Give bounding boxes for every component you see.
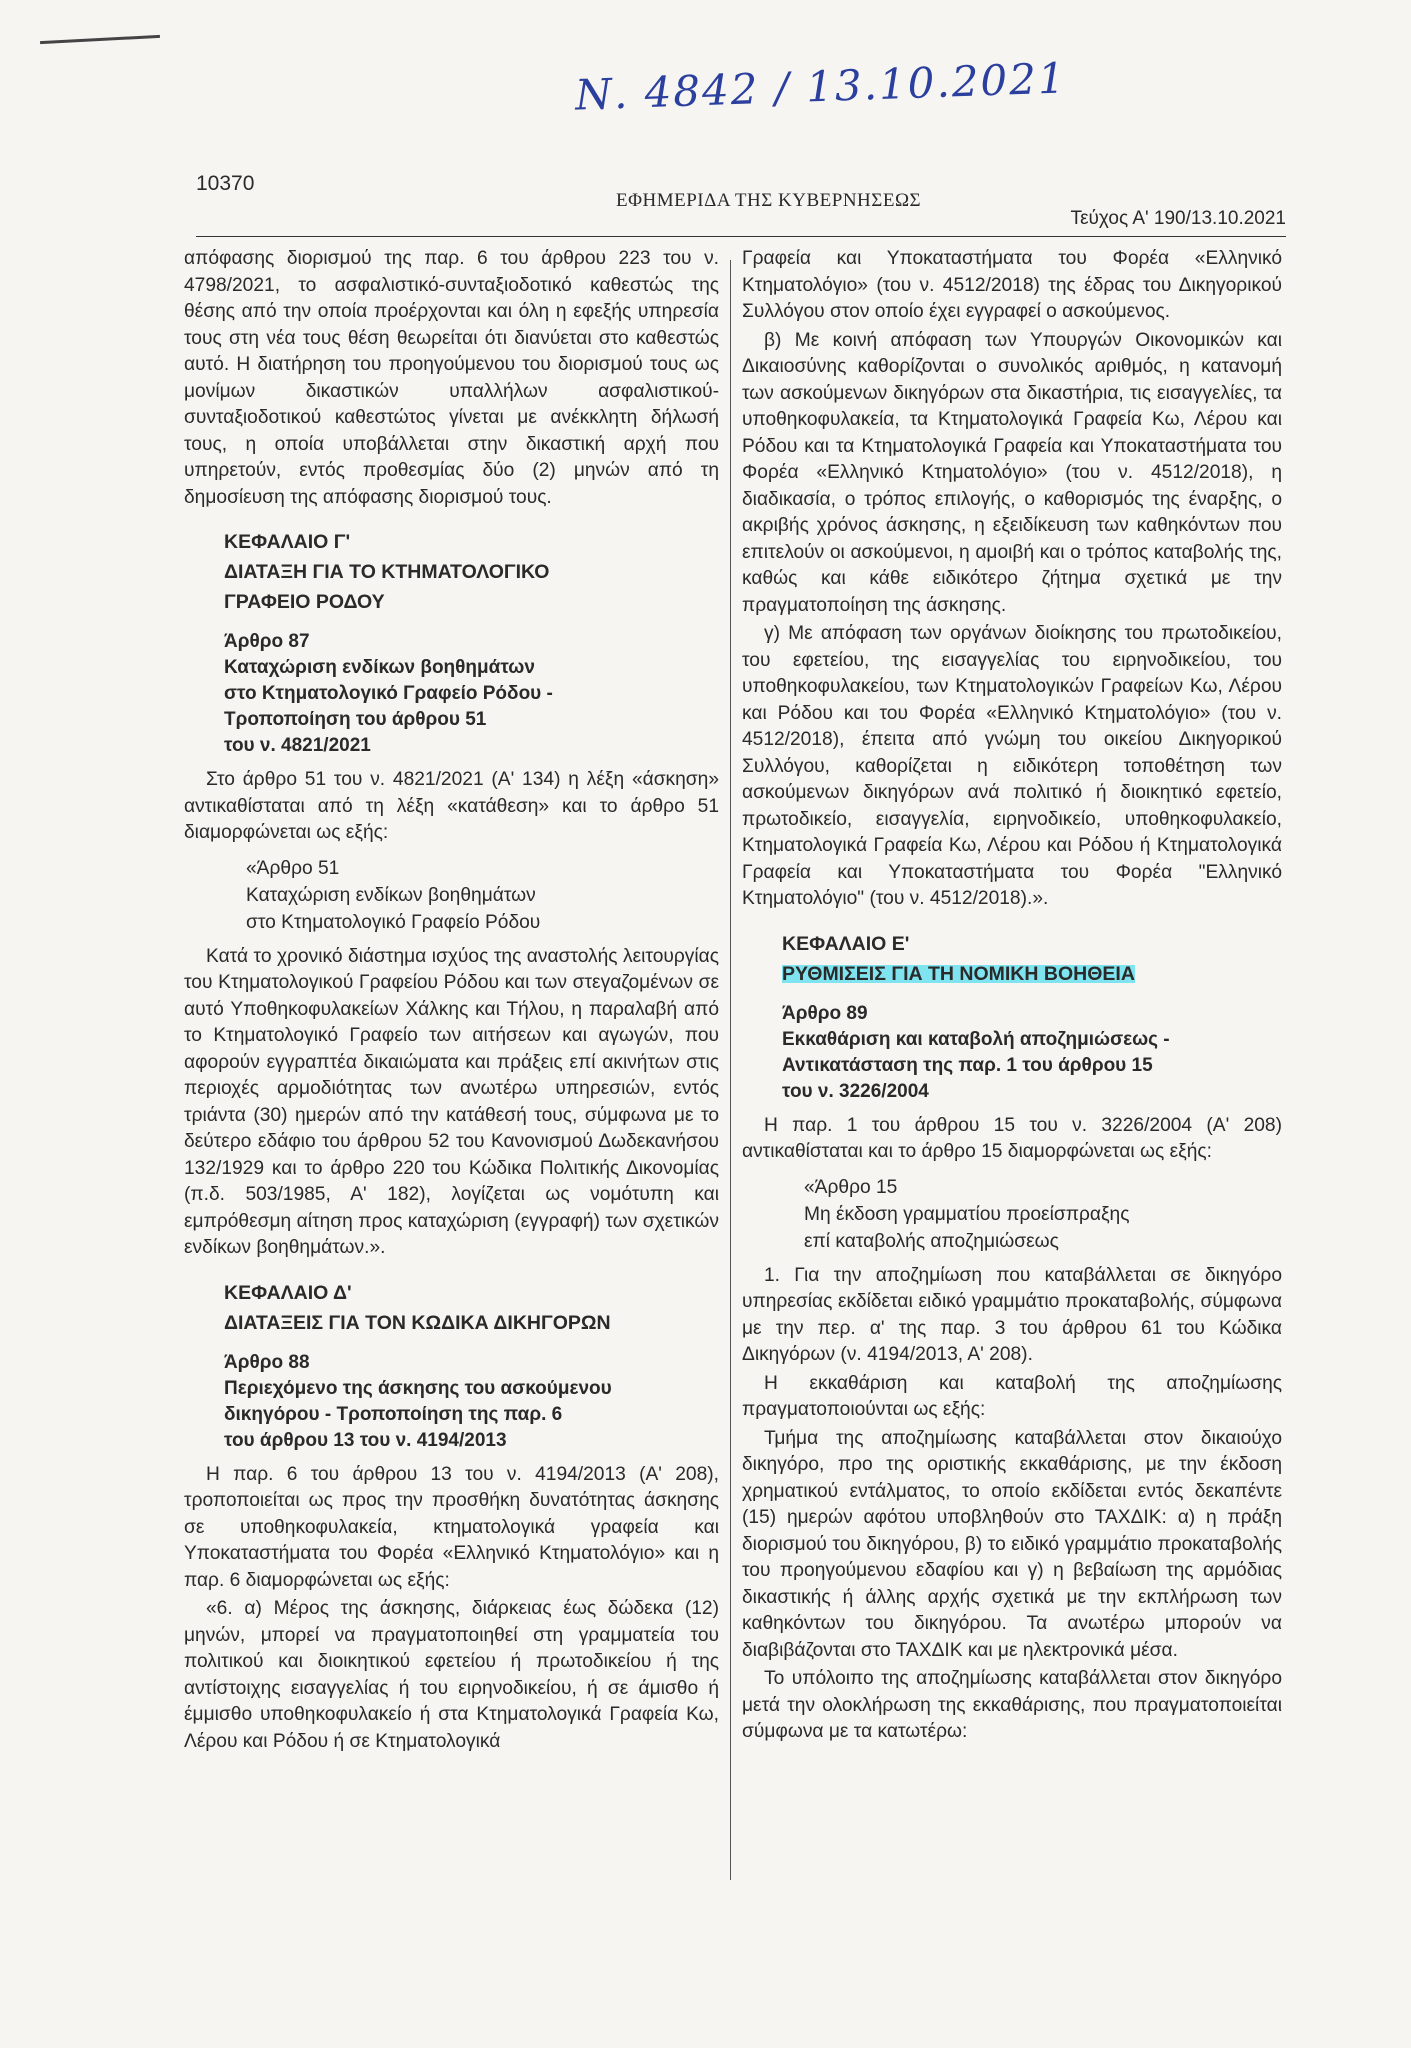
paragraph: Το υπόλοιπο της αποζημίωσης καταβάλλεται στον δικηγόρο μετά την ολοκλήρωση της εκκαθάρισης, που πραγματοποιείται σύμφωνα με τα κατωτέρω: xyxy=(742,1668,1282,1742)
left-column xyxy=(184,246,719,1757)
paragraph: Στο άρθρο 51 του ν. 4821/2021 (Α' 134) η λέξη «άσκηση» αντικαθίσταται από τη λέξη «κατάθεση» και το άρθρο 51 διαμορφώνεται ως εξής: xyxy=(184,769,719,843)
scan-mark xyxy=(40,35,160,44)
paragraph: «6. α) Μέρος της άσκησης, διάρκειας έως δώδεκα (12) μηνών, μπορεί να πραγματοποιηθεί στη γραμματεία του πολιτικού και διοικητικού εφετείου ή πρωτοδικείου ή της αντίστοιχης εισαγγελίας ή του ειρηνοδικείου, ή σε άμισθο ή έμμισθο υποθηκοφυλακείο ή στα Κτηματολογικά Γραφεία Κω, Λέρου και Ρόδου ή σε Κτηματολογικά xyxy=(184,1598,719,1752)
column-divider xyxy=(730,260,731,1880)
paragraph: Κατά το χρονικό διάστημα ισχύος της αναστολής λειτουργίας του Κτηματολογικού Γραφείου Ρόδου και των στεγαζομένων σε αυτό Υποθηκοφυλακείων Χάλκης και Τήλου, η παραλαβή από το Κτηματολογικό Γραφείο των αιτήσεων και αγωγών, που αφορούν εγγραπτέα δικαιώματα και πράξεις επί ακινήτων στις περιοχές αρμοδιότητας των ανωτέρω υπηρεσιών, εντός τριάντα (30) ημερών από την κατάθεσή τους, σύμφωνα με το δεύτερο εδάφιο του άρθρου 52 του Κανονισμού Δωδεκανήσου 132/1929 και το άρθρο 220 του Κώδικα Πολιτικής Δικονομίας (π.δ. 503/1985, Α' 182), λογίζεται ως νομότυπη και εμπρόθεσμη αίτηση προς καταχώριση (εγγραφή) των σχετικών ενδίκων βοηθημάτων.». xyxy=(184,945,719,1258)
chapter-heading-d: ΚΕΦΑΛΑΙΟ Δ' ΔΙΑΤΑΞΕΙΣ ΓΙΑ ΤΟΝ ΚΩΔΙΚΑ ΔΙΚΗΓΟΡΩΝ xyxy=(224,1281,611,1334)
paragraph: απόφασης διορισμού της παρ. 6 του άρθρου 223 του ν. 4798/2021, το ασφαλιστικό-συνταξιοδοτικό καθεστώς της θέσης από την οποία προέρχονται και όλη η εφεξής υπηρεσία τους στη νέα τους θέση θεωρείται ότι διανύεται στο καθεστώς αυτό. Η διατήρηση του προηγούμενου του διορισμού τους ως μονίμων δικαστικών υπαλλήλων ασφαλιστικού-συνταξιοδοτικού καθεστώτος γίνεται με ανέκκλητη δήλωσή τους, η οποία υποβάλλεται στην δικαστική αρχή που υπηρετούν, εντός προθεσμίας δύο (2) μηνών από τη δημοσίευση της απόφασης διορισμού τους. xyxy=(184,248,719,508)
page-number: 10370 xyxy=(196,172,255,195)
quoted-article-51: «Άρθρο 51 Καταχώριση ενδίκων βοηθημάτων στο Κτηματολογικό Γραφείο Ρόδου xyxy=(246,857,541,933)
paragraph: Τμήμα της αποζημίωσης καταβάλλεται στον δικαιούχο δικηγόρο, προ της οριστικής εκκαθάρισης, με την έκδοση χρηματικού εντάλματος, το οποίο εκδίδεται εντός δεκαπέντε (15) ημερών αφότου υποβληθούν στο ΤΑΧΔΙΚ: α) η πράξη διορισμού του δικηγόρου, β) το ειδικό γραμμάτιο προκαταβολής του προηγούμενου εδαφίου και γ) η βεβαίωση της αρμόδιας δικαστικής ή άλλης αρχής σχετικά με την εκπλήρωση των καθηκόντων του δικηγόρου. Τα ανωτέρω μπορούν να διαβιβάζονται στο ΤΑΧΔΙΚ και με ηλεκτρονικά μέσα. xyxy=(742,1427,1282,1661)
paragraph: 1. Για την αποζημίωση που καταβάλλεται σε δικηγόρο υπηρεσίας εκδίδεται ειδικό γραμμάτιο προκαταβολής, σύμφωνα με την περ. α' της παρ. 3 του άρθρου 61 του Κώδικα Δικηγόρων (ν. 4194/2013, Α' 208). xyxy=(742,1264,1282,1365)
chapter-heading-g: ΚΕΦΑΛΑΙΟ Γ' ΔΙΑΤΑΞΗ ΓΙΑ ΤΟ ΚΤΗΜΑΤΟΛΟΓΙΚΟ ΓΡΑΦΕΙΟ ΡΟΔΟΥ xyxy=(224,531,550,613)
handwritten-law-number: Ν. 4842 / 13.10.2021 xyxy=(574,53,1068,120)
paragraph: Η εκκαθάριση και καταβολή της αποζημίωσης πραγματοποιούνται ως εξής: xyxy=(742,1372,1282,1420)
paragraph: Η παρ. 6 του άρθρου 13 του ν. 4194/2013 (Α' 208), τροποποιείται ως προς την προσθήκη δυνατότητας άσκησης σε υποθηκοφυλακεία, κτηματολογικά γραφεία και Υποκαταστήματα του Φορέα «Ελληνικό Κτηματολόγιο» και η παρ. 6 διαμορφώνεται ως εξής: xyxy=(184,1463,719,1591)
chapter-heading-e: ΚΕΦΑΛΑΙΟ Ε' ΡΥΘΜΙΣΕΙΣ ΓΙΑ ΤΗ ΝΟΜΙΚΗ ΒΟΗΘΕΙΑ xyxy=(782,932,1135,985)
right-column xyxy=(742,246,1282,1748)
journal-title: ΕΦΗΜΕΡΙΔΑ ΤΗΣ ΚΥΒΕΡΝΗΣΕΩΣ xyxy=(616,190,922,211)
article-88-heading: Άρθρο 88 Περιεχόμενο της άσκησης του ασκούμενου δικηγόρου - Τροποποίηση της παρ. 6 του άρθρου 13 του ν. 4194/2013 xyxy=(224,1351,612,1451)
paragraph: Γραφεία και Υποκαταστήματα του Φορέα «Ελληνικό Κτηματολόγιο» (του ν. 4512/2018) της έδρας του Δικηγορικού Συλλόγου στον οποίο έχει εγγραφεί ο ασκούμενος. xyxy=(742,248,1282,322)
highlighted-chapter-title: ΡΥΘΜΙΣΕΙΣ ΓΙΑ ΤΗ ΝΟΜΙΚΗ ΒΟΗΘΕΙΑ xyxy=(782,962,1135,985)
article-87-heading: Άρθρο 87 Καταχώριση ενδίκων βοηθημάτων στο Κτηματολογικό Γραφείο Ρόδου - Τροποποίηση του άρθρου 51 του ν. 4821/2021 xyxy=(224,631,553,756)
paragraph: Η παρ. 1 του άρθρου 15 του ν. 3226/2004 (Α' 208) αντικαθίσταται και το άρθρο 15 διαμορφώνεται ως εξής: xyxy=(742,1114,1282,1162)
paragraph: β) Με κοινή απόφαση των Υπουργών Οικονομικών και Δικαιοσύνης καθορίζονται ο συνολικός αριθμός, η κατανομή των ασκούμενων δικηγόρων στα δικαστήρια, τις εισαγγελίες, τα υποθηκοφυλακεία, τα Κτηματολογικά Γραφεία Κω, Λέρου και Ρόδου και τα Κτηματολογικά Γραφεία και Υποκαταστήματα του Φορέα «Ελληνικό Κτηματολόγιο» (του ν. 4512/2018), η διαδικασία, ο τρόπος επιλογής, ο καθορισμός της έναρξης, ο ακριβής χρόνος άσκησης, η εξειδίκευση των καθηκόντων που επιτελούν οι ασκούμενοι, η αμοιβή και ο τρόπος καταβολής της, καθώς και κάθε ειδικότερο ζήτημα σχετικά με την πραγματοποίηση της άσκησης. xyxy=(742,329,1282,616)
page-header xyxy=(196,164,1286,237)
issue-label: Τεύχος Α' 190/13.10.2021 xyxy=(1070,208,1286,229)
article-89-heading: Άρθρο 89 Εκκαθάριση και καταβολή αποζημιώσεως - Αντικατάσταση της παρ. 1 του άρθρου 15 του ν. 3226/2004 xyxy=(782,1002,1170,1102)
paragraph: γ) Με απόφαση των οργάνων διοίκησης του πρωτοδικείου, του εφετείου, της εισαγγελίας του ειρηνοδικείου, του υποθηκοφυλακείου, των Κτηματολογικών Γραφείων Κω, Λέρου και Ρόδου και του Φορέα «Ελληνικό Κτηματολόγιο» (του ν. 4512/2018), έπειτα από γνώμη του οικείου Δικηγορικού Συλλόγου, καθορίζεται η ειδικότερη τοποθέτηση των ασκούμενων δικηγόρων ανά πολιτικό ή διοικητικό εφετείο, πρωτοδικείο, εισαγγελία, ειρηνοδικείο, υποθηκοφυλακείο, Κτηματολογικά Γραφεία Κω, Λέρου και Ρόδου ή Κτηματολογικά Γραφεία και Υποκαταστήματα του Φορέα "Ελληνικό Κτηματολόγιο" (του ν. 4512/2018).». xyxy=(742,623,1282,909)
quoted-article-15: «Άρθρο 15 Μη έκδοση γραμματίου προείσπραξης επί καταβολής αποζημιώσεως xyxy=(804,1176,1130,1252)
